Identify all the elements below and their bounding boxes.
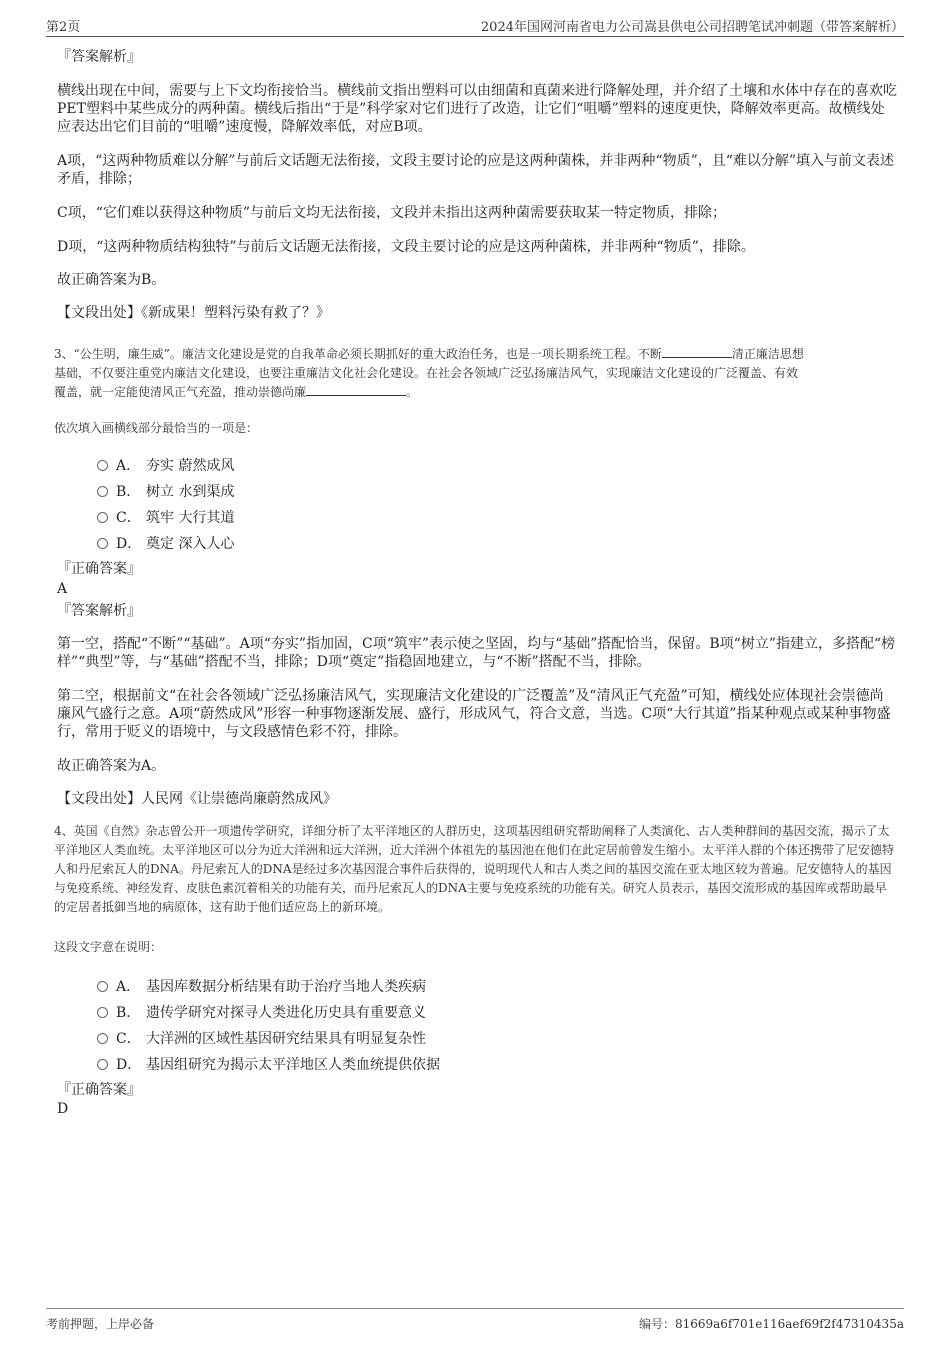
conclusion: 故正确答案为A。 <box>57 758 166 774</box>
analysis-option-d: D项，“这两种物质结构独特”与前后文话题无法衔接，文段主要讨论的应是这两种菌株，并非两种“物质”，排除。 <box>57 239 755 255</box>
option-b[interactable] <box>97 1002 426 1022</box>
stem-text: 。 <box>406 385 419 399</box>
radio-icon[interactable] <box>97 460 108 471</box>
radio-icon[interactable] <box>97 1059 108 1070</box>
stem-text: 3、“公生明，廉生威”。廉洁文化建设是党的自我革命必须长期抓好的重大政治任务，也是一项长期系统工程。不断 <box>54 347 662 361</box>
page-number: 第2页 <box>46 20 81 35</box>
option-c[interactable] <box>97 1028 426 1048</box>
source: 【文段出处】人民网《让崇德尚廉蔚然成风》 <box>57 791 337 807</box>
correct-answer: A <box>57 581 68 597</box>
radio-icon[interactable] <box>97 512 108 523</box>
question-3-stem <box>54 345 894 402</box>
option-text: 基因库数据分析结果有助于治疗当地人类疾病 <box>146 979 426 995</box>
option-letter: B． <box>116 484 141 500</box>
option-letter: D． <box>116 1057 142 1073</box>
option-text: 筑牢 大行其道 <box>146 510 235 526</box>
source: 【文段出处】《新成果！塑料污染有救了？》 <box>57 305 330 321</box>
option-d[interactable] <box>97 533 234 553</box>
stem-text: 基础，不仅要注重党内廉洁文化建设，也要注重廉洁文化社会化建设。在社会各领域广泛弘扬廉洁风气，实现廉洁文化建设的广泛覆盖、有效 <box>54 366 799 380</box>
option-c[interactable] <box>97 507 234 527</box>
page-header <box>46 14 904 37</box>
option-letter: A． <box>116 458 141 474</box>
option-text: 大洋洲的区域性基因研究结果具有明显复杂性 <box>146 1031 426 1047</box>
option-letter: B． <box>116 1005 141 1021</box>
stem-text: 覆盖，就一定能使清风正气充盈，推动崇德尚廉 <box>54 385 307 399</box>
question-4-stem: 4、英国《自然》杂志曾公开一项遗传学研究，详细分析了太平洋地区的人群历史，这项基因组研究帮助阐释了人类演化、古人类种群间的基因交流，揭示了太平洋地区人类血统。太平洋地区可以分为近大洋洲和远大洋洲，近大洋洲个体祖先的基因池在他们在此定居前曾发生缩小。太平洋人群的个体还携带了尼安德特人和丹尼索瓦人的DNA。丹尼索瓦人的DNA是经过多次基因混合事件后获得的，说明现代人和古人类之间的基因交流在亚太地区较为普遍。尼安德特人的基因与免疫系统、神经发育、皮肤色素沉着相关的功能有关，而丹尼索瓦人的DNA主要与免疫系统的功能有关。研究人员表示，基因交流形成的基因库或帮助最早的定居者抵御当地的病原体，这有助于他们适应岛上的新环境。 <box>54 824 895 914</box>
option-text: 基因组研究为揭示太平洋地区人类血统提供依据 <box>146 1057 440 1073</box>
footer-slogan: 考前押题，上岸必备 <box>46 1317 155 1331</box>
option-letter: D． <box>116 536 142 552</box>
analysis-option-c: C项，“它们难以获得这种物质”与前后文均无法衔接，文段并未指出这两种菌需要获取某一特定物质，排除； <box>57 205 727 221</box>
fill-blank <box>662 345 732 358</box>
radio-icon[interactable] <box>97 1033 108 1044</box>
option-text: 奠定 深入人心 <box>146 536 235 552</box>
document-title: 2024年国网河南省电力公司嵩县供电公司招聘笔试冲刺题（带答案解析） <box>480 20 904 35</box>
analysis-paragraph: 横线出现在中间，需要与上下文均衔接恰当。横线前文指出塑料可以由细菌和真菌来进行降解处理，并介绍了土壤和水体中存在的喜欢吃PET塑料中某些成分的两种菌。横线后指出“于是”科学家对它们进行了改造，让它们“咀嚼”塑料的速度更快，降解效率更高。故横线处应表达出它们目前的“咀嚼”速度慢，降解效率低，对应B项。 <box>57 83 897 135</box>
radio-icon[interactable] <box>97 981 108 992</box>
option-letter: A． <box>116 979 141 995</box>
page-footer <box>46 1308 904 1331</box>
option-b[interactable] <box>97 481 234 501</box>
fill-blank <box>306 383 406 396</box>
option-text: 树立 水到渠成 <box>146 484 235 500</box>
answer-label: 『正确答案』 <box>57 561 141 577</box>
question-prompt: 依次填入画横线部分最恰当的一项是： <box>54 421 259 435</box>
document-code: 编号：81669a6f701e116aef69f2f47310435a <box>638 1317 904 1331</box>
question-prompt: 这段文字意在说明： <box>54 940 163 954</box>
option-a[interactable] <box>97 455 234 475</box>
radio-icon[interactable] <box>97 486 108 497</box>
analysis-label: 『答案解析』 <box>57 603 141 619</box>
stem-text: 清正廉洁思想 <box>731 347 804 361</box>
analysis-paragraph: 第二空，根据前文“在社会各领域广泛弘扬廉洁风气，实现廉洁文化建设的广泛覆盖”及“清风正气充盈”可知，横线处应体现社会崇德尚廉风气盛行之意。A项“蔚然成风”形容一种事物逐渐发展、盛行，形成风气，符合文意，当选。C项“大行其道”指某种观点或某种事物盛行，常用于贬义的语境中，与文段感情色彩不符，排除。 <box>57 688 891 740</box>
analysis-paragraph: 第一空，搭配“不断”“基础”。A项“夯实”指加固，C项“筑牢”表示使之坚固，均与“基础”搭配恰当，保留。B项“树立”指建立，多搭配“榜样”“典型”等，与“基础”搭配不当，排除；D项“奠定”指稳固地建立，与“不断”搭配不当，排除。 <box>57 636 896 670</box>
option-d[interactable] <box>97 1054 440 1074</box>
option-a[interactable] <box>97 976 426 996</box>
analysis-label: 『答案解析』 <box>57 49 141 65</box>
analysis-option-a: A项，“这两种物质难以分解”与前后文话题无法衔接，文段主要讨论的应是这两种菌株，并非两种“物质”，且“难以分解”填入与前文表述矛盾，排除； <box>57 153 895 187</box>
option-letter: C． <box>116 1031 141 1047</box>
radio-icon[interactable] <box>97 538 108 549</box>
option-text: 遗传学研究对探寻人类进化历史具有重要意义 <box>146 1005 426 1021</box>
option-text: 夯实 蔚然成风 <box>146 458 235 474</box>
correct-answer: D <box>57 1101 69 1117</box>
answer-label: 『正确答案』 <box>57 1082 141 1098</box>
option-letter: C． <box>116 510 141 526</box>
conclusion: 故正确答案为B。 <box>57 272 166 288</box>
radio-icon[interactable] <box>97 1007 108 1018</box>
